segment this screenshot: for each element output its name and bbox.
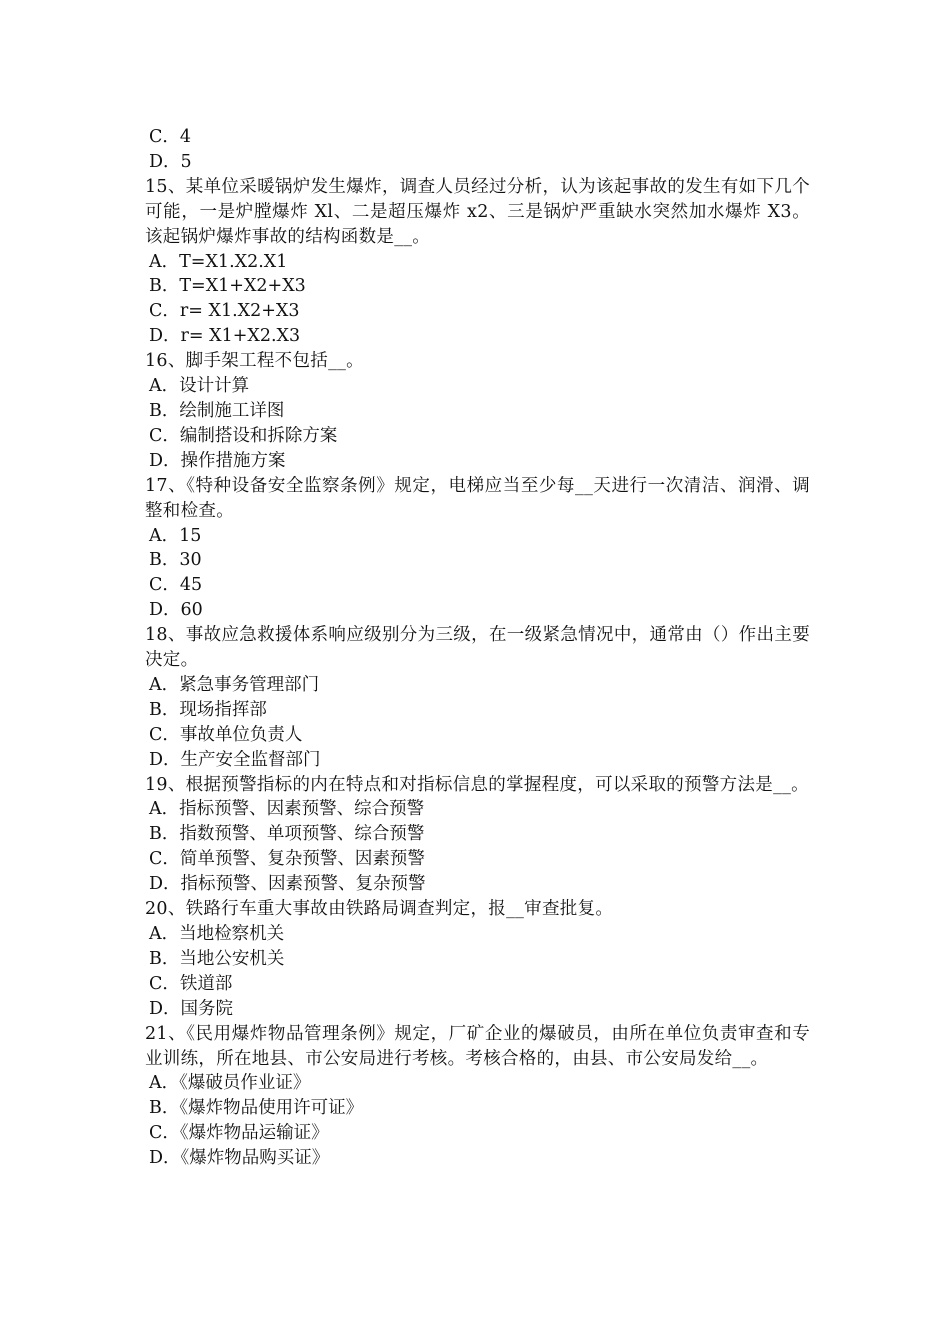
answer-option: A．紧急事务管理部门: [149, 674, 320, 695]
question-stem: 17、《特种设备安全监察条例》规定，电梯应当至少每__天进行一次清洁、润滑、调整和检查。: [145, 475, 810, 521]
answer-option: D．《爆炸物品购买证》: [149, 1148, 330, 1169]
answer-option: A．设计计算: [149, 376, 250, 397]
answer-option: C．事故单位负责人: [149, 724, 303, 745]
question-stem: 15、某单位采暖锅炉发生爆炸，调查人员经过分析，认为该起事故的发生有如下几个可能，一是炉膛爆炸 Xl、二是超压爆炸 x2、三是锅炉严重缺水突然加水爆炸 X3。该起锅炉爆炸事故的结构函数是__。: [145, 176, 810, 247]
answer-option: C．4: [149, 127, 192, 147]
question-stem: 20、铁路行车重大事故由铁路局调查判定，报__审查批复。: [145, 899, 614, 920]
answer-option: B．T=X1+X2+X3: [149, 276, 306, 297]
answer-option: B．绘制施工详图: [149, 400, 285, 421]
answer-option: A．T=X1.X2.X1: [149, 251, 288, 272]
answer-option: C．编制搭设和拆除方案: [149, 425, 338, 446]
answer-option: C．简单预警、复杂预警、因素预警: [149, 849, 425, 870]
answer-option: D．r= X1+X2.X3: [149, 326, 301, 347]
answer-option: C．r= X1.X2+X3: [149, 301, 300, 322]
answer-option: C．《爆炸物品运输证》: [149, 1123, 329, 1144]
answer-option: C．铁道部: [149, 973, 233, 994]
answer-option: A．当地检察机关: [149, 924, 285, 944]
question-stem: 19、根据预警指标的内在特点和对指标信息的掌握程度，可以采取的预警方法是__。: [145, 774, 809, 795]
answer-option: D．生产安全监督部门: [149, 749, 321, 770]
question-stem: 16、脚手架工程不包括__。: [145, 351, 364, 372]
question-stem: 18、事故应急救援体系响应级别分为三级，在一级紧急情况中，通常由（）作出主要决定。: [145, 625, 810, 671]
answer-option: A．《爆破员作业证》: [149, 1073, 311, 1094]
answer-option: D．60: [149, 600, 203, 621]
answer-option: C．45: [149, 575, 203, 596]
answer-option: D．操作措施方案: [149, 450, 286, 471]
answer-option: B．30: [149, 550, 202, 571]
answer-option: B．当地公安机关: [149, 948, 285, 969]
document-body: [145, 125, 810, 1171]
answer-option: B．现场指挥部: [149, 699, 267, 720]
question-stem: 21、《民用爆炸物品管理条例》规定，厂矿企业的爆破员，由所在单位负责审查和专业训练，所在地县、市公安局进行考核。考核合格的，由县、市公安局发给__。: [145, 1023, 810, 1069]
answer-option: A．指标预警、因素预警、综合预警: [149, 799, 425, 820]
answer-option: B．指数预警、单项预警、综合预警: [149, 824, 425, 845]
answer-option: B．《爆炸物品使用许可证》: [149, 1098, 364, 1119]
answer-option: D．国务院: [149, 998, 234, 1019]
answer-option: D．指标预警、因素预警、复杂预警: [149, 874, 426, 895]
answer-option: D．5: [149, 151, 192, 172]
answer-option: A．15: [149, 525, 202, 546]
